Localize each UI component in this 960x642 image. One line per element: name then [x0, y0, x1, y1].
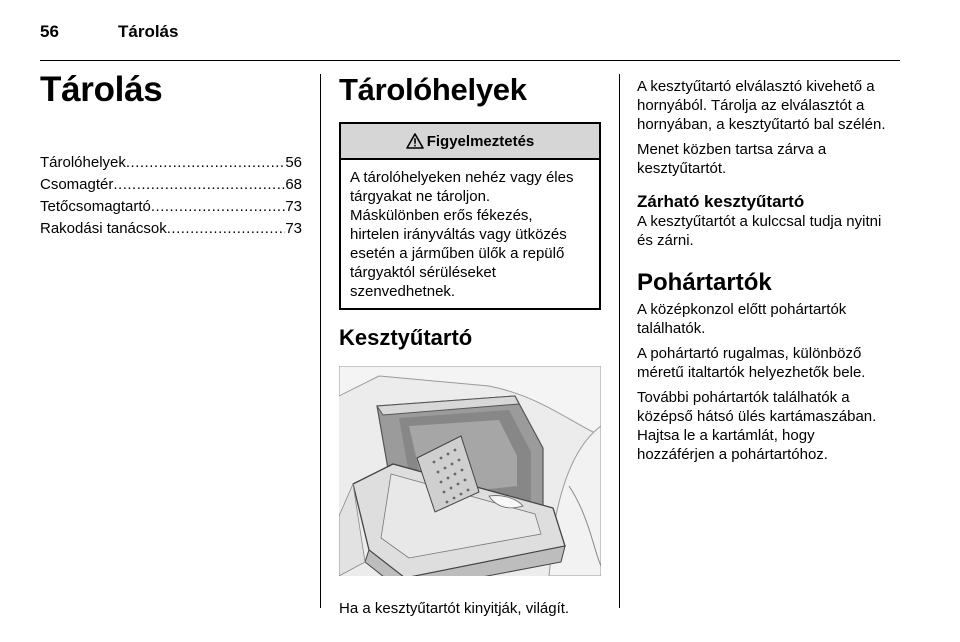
glovebox-heading: Kesztyűtartó	[339, 325, 473, 350]
warning-triangle-icon	[406, 133, 424, 149]
toc-entry[interactable]	[40, 196, 302, 218]
toc-entry[interactable]	[40, 174, 302, 196]
section-title: Tárolóhelyek	[339, 72, 527, 107]
lockable-glovebox-text: A kesztyűtartót a kulccsal tudja nyitni és zárni.	[637, 213, 882, 249]
warning-title: Figyelmeztetés	[426, 132, 535, 150]
glovebox-illustration	[339, 366, 601, 576]
running-title: Tárolás	[118, 22, 179, 41]
page-number: 56	[40, 22, 59, 41]
toc-entry-label: Csomagtér	[40, 176, 114, 193]
toc-entry-page: 56	[285, 154, 302, 171]
toc-leader-dots	[113, 174, 285, 196]
storage-column	[339, 70, 601, 618]
divider-paragraph: A kesztyűtartó elválasztó kivehető a hornyából. Tárolja az elválasztót a hornyában, a kesztyűtartó bal szélén.	[637, 78, 886, 133]
cupholders-paragraph: A pohártartó rugalmas, különböző méretű italtartók helyezhetők bele.	[637, 345, 866, 381]
table-of-contents	[40, 152, 302, 240]
cupholders-paragraph: A középkonzol előtt pohártartók találhatók.	[637, 301, 847, 337]
warning-line: szenvedhetnek.	[350, 283, 456, 300]
cupholders-heading: Pohártartók	[637, 269, 772, 296]
toc-leader-dots	[151, 196, 285, 218]
header-rule	[40, 60, 900, 61]
column-divider-left	[320, 74, 321, 608]
warning-line: hirtelen irányváltás vagy ütközés	[350, 226, 567, 243]
warning-line: Máskülönben erős fékezés,	[350, 207, 533, 224]
warning-line: A tárolóhelyeken nehéz vagy éles	[350, 169, 574, 186]
toc-entry-label: Tetőcsomagtartó	[40, 198, 151, 215]
toc-leader-dots	[167, 218, 286, 240]
chapter-column	[40, 70, 302, 240]
toc-entry-page: 73	[285, 220, 302, 237]
toc-entry-page: 68	[285, 176, 302, 193]
glovebox-caption: Ha a kesztyűtartót kinyitják, világít.	[339, 600, 570, 617]
warning-text	[341, 160, 599, 308]
warning-line: tárgyaktól sérüléseket	[350, 264, 496, 281]
cupholders-paragraph: További pohártartók találhatók a középső hátsó ülés kartámaszában. Hajtsa le a kartámlát, hogy hozzáférjen a pohártartóhoz.	[637, 389, 877, 463]
toc-leader-dots	[126, 152, 285, 174]
warning-line: esetén a járműben ülők a repülő	[350, 245, 565, 262]
warning-box	[339, 122, 601, 310]
toc-entry-page: 73	[285, 198, 302, 215]
toc-entry-label: Rakodási tanácsok	[40, 220, 167, 237]
toc-entry[interactable]	[40, 152, 302, 174]
warning-header	[341, 124, 599, 160]
toc-entry[interactable]	[40, 218, 302, 240]
chapter-title: Tárolás	[40, 70, 163, 109]
lockable-glovebox-heading: Zárható kesztyűtartó	[637, 192, 805, 211]
column-divider-right	[619, 74, 620, 608]
toc-entry-label: Tárolóhelyek	[40, 154, 126, 171]
closed-while-driving-paragraph: Menet közben tartsa zárva a kesztyűtartót.	[637, 141, 827, 177]
warning-line: tárgyakat ne tároljon.	[350, 188, 491, 205]
right-column	[637, 70, 903, 470]
